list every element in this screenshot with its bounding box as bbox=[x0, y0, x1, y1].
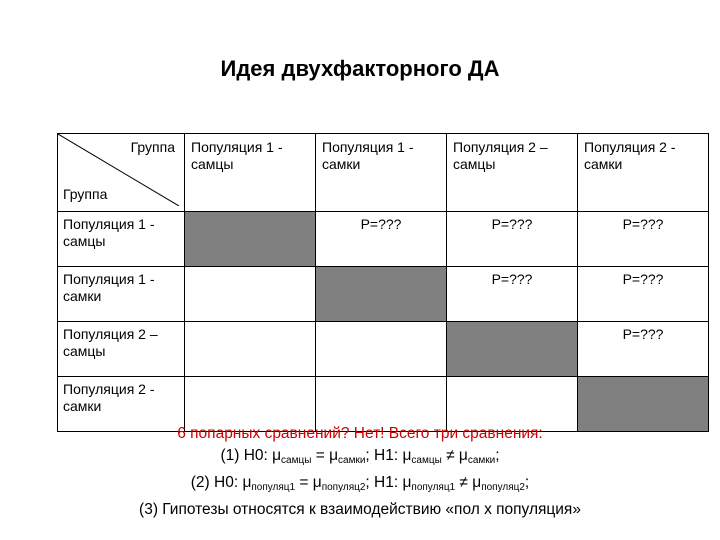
comparison-table bbox=[57, 133, 709, 432]
notes-headline: 6 попарных сравнений? Нет! Всего три сравнения: bbox=[177, 425, 543, 442]
empty-cell bbox=[316, 322, 447, 377]
diagonal-cell bbox=[185, 212, 316, 267]
corner-row-label: Группа bbox=[63, 186, 108, 202]
p-value-cell: Р=??? bbox=[578, 212, 709, 267]
p-value-cell: Р=??? bbox=[447, 212, 578, 267]
row-header: Популяция 1 - самки bbox=[58, 267, 185, 322]
hypothesis-sex: (1) H0: $\mu_{самцы} = \mu_{самки}$; H1: $\mu_{самцы} \ne \mu_{самки}$; bbox=[220, 447, 500, 466]
table-header-row bbox=[58, 134, 709, 212]
column-header: Популяция 1 - самцы bbox=[185, 134, 316, 212]
row-header: Популяция 2 - самки bbox=[58, 377, 185, 432]
corner-cell bbox=[58, 134, 185, 212]
empty-cell bbox=[185, 267, 316, 322]
empty-cell bbox=[185, 322, 316, 377]
column-header: Популяция 2 – самцы bbox=[447, 134, 578, 212]
diagonal-cell bbox=[447, 322, 578, 377]
table-row bbox=[58, 267, 709, 322]
table-row bbox=[58, 212, 709, 267]
column-header: Популяция 2 - самки bbox=[578, 134, 709, 212]
p-value-cell: Р=??? bbox=[316, 212, 447, 267]
column-header: Популяция 1 - самки bbox=[316, 134, 447, 212]
p-value-cell: Р=??? bbox=[578, 322, 709, 377]
diagonal-cell bbox=[316, 267, 447, 322]
row-header: Популяция 2 – самцы bbox=[58, 322, 185, 377]
hypothesis-population: (2) H0: $\mu_{популяц1} = \mu_{популяц2}$; H1: $\mu_{популяц1} \ne \mu_{популяц2}$; bbox=[190, 474, 530, 493]
hypothesis-interaction: (3) Гипотезы относятся к взаимодействию «пол х популяция» bbox=[139, 501, 581, 518]
notes-block bbox=[0, 423, 720, 521]
corner-column-label: Группа bbox=[130, 139, 175, 155]
p-value-cell: Р=??? bbox=[578, 267, 709, 322]
row-header: Популяция 1 - самцы bbox=[58, 212, 185, 267]
table-row bbox=[58, 322, 709, 377]
slide-title: Идея двухфакторного ДА bbox=[220, 56, 500, 81]
p-value-cell: Р=??? bbox=[447, 267, 578, 322]
